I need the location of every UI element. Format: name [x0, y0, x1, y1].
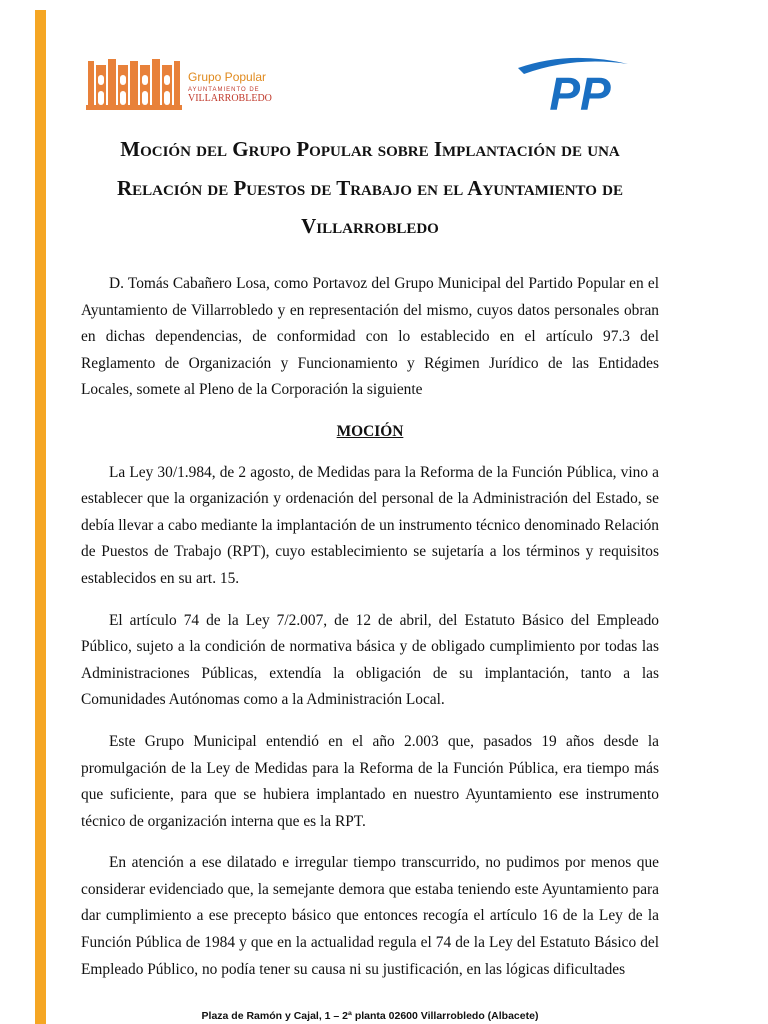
body-paragraph: En atención a ese dilatado e irregular tiempo transcurrido, no pudimos por menos que considerar evidenciado que, la semejante demora que estaba teniendo este Ayuntamiento para dar cumplimiento a ese precepto básico que entonces recogía el artículo 16 de la Ley de la Función Pública de 1984 y que en la actualidad regula el 74 de la Ley del Estatuto Básico del Empleado Público, no podía tener su causa ni su justificación, en las lógicas dificultades [81, 854, 659, 978]
document-title [81, 130, 659, 246]
group-name: Grupo Popular [188, 70, 267, 84]
municipal-group-label [188, 70, 272, 104]
side-accent-bar [35, 10, 46, 1024]
city-name: VILLARROBLEDO [188, 93, 272, 104]
document-body [81, 271, 659, 998]
letterhead [82, 50, 662, 120]
town-hall-logo-icon [86, 55, 182, 111]
title-line-1: Moción del Grupo Popular sobre Implantación de una [120, 137, 620, 161]
footer-address: Plaza de Ramón y Cajal, 1 – 2ª planta 02600 Villarrobledo (Albacete) [201, 1010, 539, 1022]
intro-paragraph: D. Tomás Cabañero Losa, como Portavoz del Grupo Municipal del Partido Popular en el Ayuntamiento de Villarrobledo y en representación del mismo, cuyos datos personales obran en dichas dependencias, de conformidad con lo establecido en el artículo 97.3 del Reglamento de Organización y Funcionamiento y Régimen Jurídico de las Entidades Locales, somete al Pleno de la Corporación la siguiente [81, 275, 659, 399]
ayuntamiento-label: AYUNTAMIENTO DE [188, 87, 260, 93]
pp-logo-text: PP [549, 68, 611, 114]
title-line-2: Relación de Puestos de Trabajo en el Ayuntamiento de [116, 175, 624, 200]
body-paragraph: La Ley 30/1.984, de 2 agosto, de Medidas para la Reforma de la Función Pública, vino a establecer que la organización y ordenación del personal de la Administración del Estado, se debía llevar a cabo mediante la implantación de un instrumento técnico denominado Relación de Puestos de Trabajo (RPT), cuyo establecimiento se sujetaría a los términos y requisitos establecidos en su art. 15. [81, 463, 659, 587]
body-paragraph: El artículo 74 de la Ley 7/2.007, de 12 de abril, del Estatuto Básico del Empleado Público, sujeto a la condición de normativa básica y de obligado cumplimiento por todas las Administraciones Públicas, extendía la obligación de su implantación, tanto a las Comunidades Autónomas como a la Administración Local. [81, 611, 659, 709]
title-line-3: Villarrobledo [301, 214, 439, 238]
section-heading: MOCIÓN [336, 422, 404, 440]
pp-party-logo-icon [510, 54, 650, 114]
body-paragraph: Este Grupo Municipal entendió en el año 2.003 que, pasados 19 años desde la promulgación de la Ley de Medidas para la Reforma de la Función Pública, era tiempo más que suficiente, para que se hubiera implantado en nuestro Ayuntamiento ese instrumento técnico de organización interna que es la RPT. [81, 732, 659, 830]
